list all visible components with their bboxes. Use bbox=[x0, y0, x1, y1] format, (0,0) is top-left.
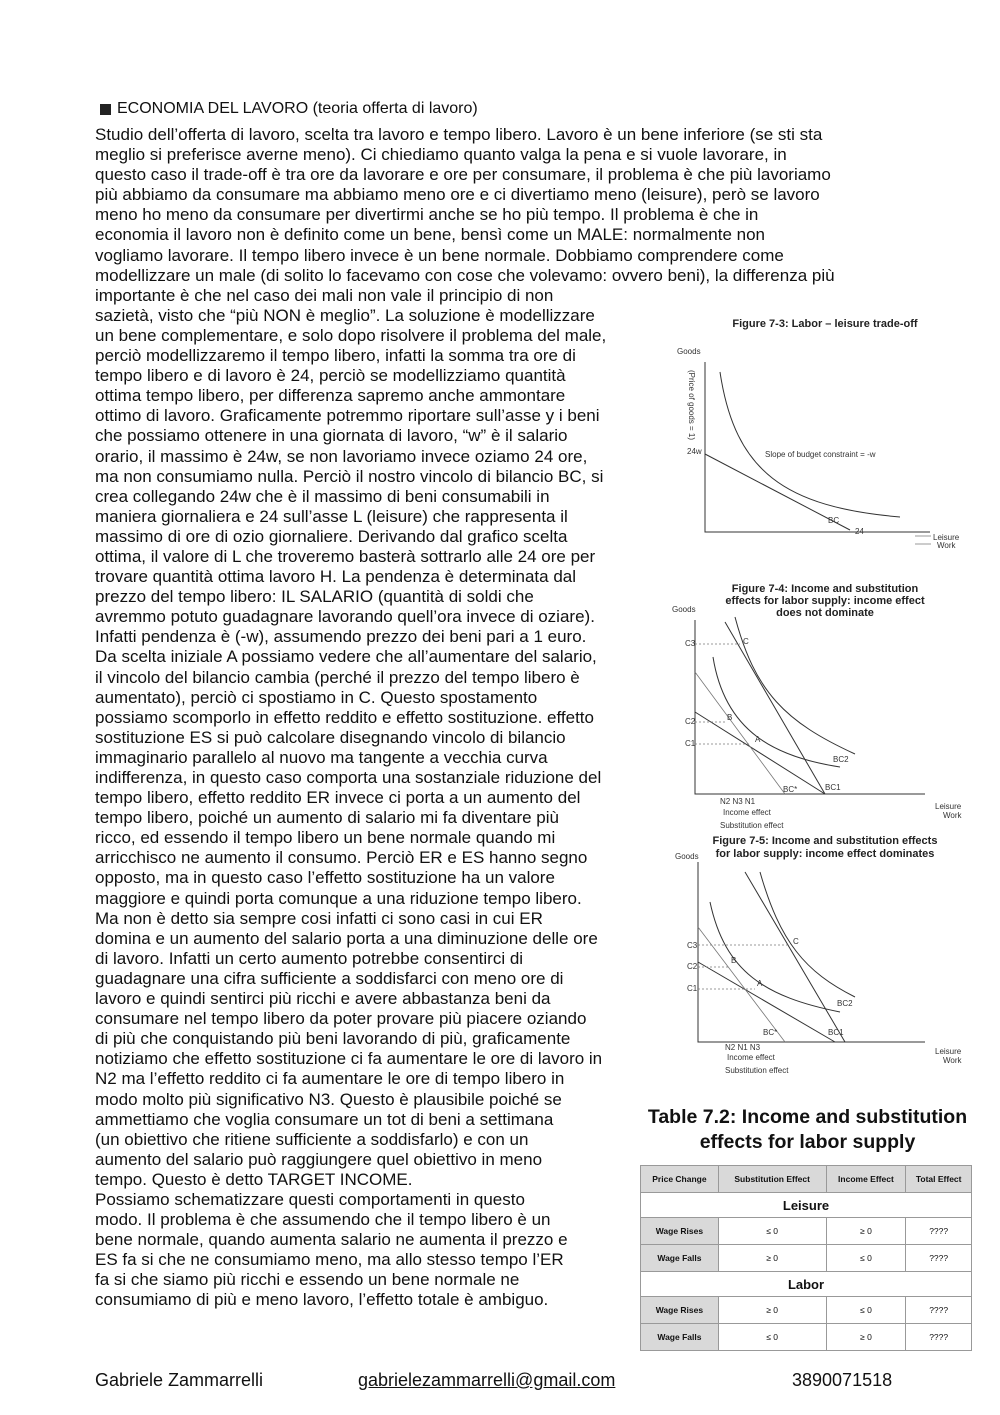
table-cell: ???? bbox=[906, 1245, 972, 1272]
table-header-cell: Substitution Effect bbox=[718, 1166, 826, 1193]
fig3-y-label: Goods bbox=[677, 347, 701, 356]
body-line: consumare nel tempo libero da poter provare più piacere oziando bbox=[95, 1009, 587, 1029]
body-line: questo caso il trade-off è tra ore da lavorare e ore per consumare, il problema è che più lavoriamo bbox=[95, 165, 831, 185]
body-line: ottima, il valore di L che troveremo basterà sottrarlo alle 24 ore per bbox=[95, 546, 596, 566]
fig5-ic-lower bbox=[710, 902, 840, 1012]
fig3-axes bbox=[705, 362, 930, 532]
body-line: avremmo potuto guadagnare lavorando quell’ora invece di oziare). bbox=[95, 607, 595, 627]
fig4-work: Work bbox=[943, 811, 962, 820]
fig4-substitution-effect: Substitution effect bbox=[720, 821, 784, 830]
table-cell: ≤ 0 bbox=[826, 1297, 906, 1324]
body-line: possiamo scomporlo in effetto reddito e effetto sostituzione. effetto bbox=[95, 707, 594, 727]
body-line: sostituzione ES si può calcolare disegnando vincolo di bilancio bbox=[95, 727, 566, 747]
body-line: di lavoro. Infatti un certo aumento potrebbe consentirci di bbox=[95, 948, 524, 968]
body-line: Studio dell’offerta di lavoro, scelta tra lavoro e tempo libero. Lavoro è un bene inferiore (se sti sta bbox=[95, 125, 823, 144]
body-line: consumiamo di più e meno lavoro, l’effetto totale è ambiguo. bbox=[95, 1290, 549, 1310]
fig3-indifference-curve bbox=[720, 372, 900, 517]
body-line: indifferenza, in questo caso comporta una sostanziale riduzione del bbox=[95, 768, 602, 787]
fig5-title-2: for labor supply: income effect dominates bbox=[715, 848, 935, 860]
table-title bbox=[635, 1105, 980, 1155]
table-cell: Wage Falls bbox=[641, 1324, 719, 1351]
fig5-leisure: Leisure bbox=[935, 1047, 962, 1056]
table-cell: Wage Rises bbox=[641, 1297, 719, 1324]
table-cell: ≥ 0 bbox=[718, 1297, 826, 1324]
figure-7-5 bbox=[665, 832, 975, 1077]
body-line: ma non consumiamo nulla. Perciò il nostro vincolo di bilancio BC, si bbox=[95, 466, 604, 486]
fig3-bc-label: BC bbox=[828, 516, 840, 525]
table-section-leisure: Leisure bbox=[641, 1193, 972, 1218]
body-line: ottimo di lavoro. Graficamente potremmo riportare sull’asse y i beni bbox=[95, 406, 600, 426]
body-line: N2 ma l’effetto reddito ci fa aumentare le ore di tempo libero in bbox=[95, 1069, 565, 1089]
body-line: ES fa si che ne consumiamo meno, ma allo stesso tempo l’ER bbox=[95, 1250, 564, 1270]
fig5-guides bbox=[698, 945, 790, 989]
fig3-y-note: (Price of goods = 1) bbox=[687, 370, 696, 441]
body-line: tempo. Questo è detto TARGET INCOME. bbox=[95, 1169, 413, 1189]
fig5-axes bbox=[698, 862, 925, 1042]
fig5-y-label: Goods bbox=[675, 852, 699, 861]
body-line: notiziamo che effetto sostituzione ci fa aumentare le ore di lavoro in bbox=[95, 1049, 603, 1069]
body-line: ricco, ed essendo il tempo libero un bene normale quando mi bbox=[95, 828, 556, 848]
body-line: modellizzare un male (di solito lo facevamo con cose che volevamo: ovvero beni), la differenza più bbox=[95, 265, 835, 285]
body-line: Possiamo schematizzare questi comportamenti in questo bbox=[95, 1189, 525, 1209]
table-cell: ≥ 0 bbox=[718, 1245, 826, 1272]
table-cell: ???? bbox=[906, 1218, 972, 1245]
body-line: ottima tempo libero, per differenza sapremo anche ammontare bbox=[95, 386, 566, 406]
fig4-y-label: Goods bbox=[672, 605, 696, 614]
fig5-bc2 bbox=[745, 872, 845, 1042]
body-line: aumentato), perciò ci spostiamo in C. Questo spostamento bbox=[95, 687, 538, 707]
body-line: perciò modellizzaremo il tempo libero, infatti la somma tra ore di bbox=[95, 346, 576, 366]
fig4-bc-star bbox=[695, 672, 785, 794]
body-line: arricchisco ne aumento il consumo. Perciò ER e ES hanno segno bbox=[95, 848, 588, 868]
table-cell: ≥ 0 bbox=[826, 1218, 906, 1245]
fig4-title-3: does not dominate bbox=[776, 607, 874, 619]
body-line: più abbiamo da consumare ma abbiamo meno ore e ci divertiamo meno (leisure), però se lavoro bbox=[95, 185, 820, 205]
fig3-leisure: Leisure bbox=[933, 533, 960, 542]
footer-phone: 3890071518 bbox=[792, 1370, 893, 1390]
fig4-point-a: A bbox=[755, 735, 761, 744]
body-line: (un obiettivo che ritiene sufficiente a soddisfarlo) e con un bbox=[95, 1129, 529, 1149]
table-cell: Wage Rises bbox=[641, 1218, 719, 1245]
body-line: che possiamo ottenere in una giornata di lavoro, “w” è il salario bbox=[95, 426, 568, 446]
body-line: Da scelta iniziale A possiamo vedere che all’aumentare del salario, bbox=[95, 647, 597, 667]
body-line: tempo libero, effetto reddito ER invece ci porta a un aumento del bbox=[95, 788, 581, 808]
fig5-n-labels: N2 N1 N3 bbox=[725, 1043, 761, 1052]
body-line: di più che conquistando più beni lavorando di più, graficamente bbox=[95, 1029, 571, 1049]
fig4-n-labels: N2 N3 N1 bbox=[720, 797, 756, 806]
fig5-bc2-label: BC2 bbox=[837, 999, 853, 1008]
fig5-c1: C1 bbox=[687, 984, 698, 993]
body-line: un bene complementare, e solo dopo risolvere il problema del male, bbox=[95, 325, 607, 345]
fig4-c1: C1 bbox=[685, 739, 696, 748]
fig5-title-1: Figure 7-5: Income and substitution effects bbox=[712, 835, 938, 847]
fig4-income-effect: Income effect bbox=[723, 808, 771, 817]
body-line: aumento del salario può raggiungere quel obiettivo in meno bbox=[95, 1149, 543, 1169]
body-line: immaginario parallelo al nuovo ma tangente a vecchia curva bbox=[95, 747, 548, 767]
body-line: meglio si preferisce averne meno). Ci chiediamo quanto valga la pena e si vuole lavorare, in bbox=[95, 145, 787, 165]
heading-text: ECONOMIA DEL LAVORO (teoria offerta di lavoro) bbox=[117, 100, 478, 117]
body-line: meno ho meno da consumare per divertirmi anche se ho più tempo. Il problema è che in bbox=[95, 205, 759, 225]
table-title-line-1: Table 7.2: Income and substitution bbox=[647, 1106, 968, 1128]
footer-name: Gabriele Zammarrelli bbox=[95, 1370, 264, 1390]
body-line: massimo di ore di ozio giornaliere. Derivando dal grafico scelta bbox=[95, 526, 568, 546]
fig4-leisure: Leisure bbox=[935, 802, 962, 811]
section-heading bbox=[100, 100, 478, 118]
body-line: ammettiamo che voglia consumare un tot di beni a settimana bbox=[95, 1109, 554, 1129]
body-line: economia il lavoro non è definito come un bene, bensì come un MALE: normalmente non bbox=[95, 225, 766, 245]
fig5-point-a: A bbox=[757, 979, 763, 988]
table-header-cell: Income Effect bbox=[826, 1166, 906, 1193]
fig4-bc1-label: BC1 bbox=[825, 783, 841, 792]
fig5-substitution-effect: Substitution effect bbox=[725, 1066, 789, 1075]
fig4-bcs-label: BC* bbox=[783, 785, 798, 794]
table-cell: Wage Falls bbox=[641, 1245, 719, 1272]
fig3-x-max: 24 bbox=[855, 527, 864, 536]
body-line: Ma non è detto sia sempre cosi infatti ci sono casi in cui ER bbox=[95, 908, 543, 928]
fig3-work: Work bbox=[937, 541, 956, 550]
body-line: maniera giornaliera e 24 sull’asse L (leisure) che rappresenta il bbox=[95, 506, 568, 526]
fig5-income-effect: Income effect bbox=[727, 1053, 775, 1062]
fig5-bc1-label: BC1 bbox=[828, 1028, 844, 1037]
table-row bbox=[641, 1324, 972, 1351]
body-line: fa si che siamo più ricchi e essendo un bene normale ne bbox=[95, 1270, 520, 1290]
table-title-line-2: effects for labor supply bbox=[699, 1131, 916, 1153]
bullet-square-icon bbox=[100, 104, 111, 115]
fig4-c3: C3 bbox=[685, 639, 696, 648]
body-line: il vincolo del bilancio cambia (perché il prezzo del tempo libero è bbox=[95, 667, 580, 687]
fig5-c2: C2 bbox=[687, 962, 698, 971]
figure-7-3 bbox=[665, 312, 965, 552]
fig4-bc2 bbox=[725, 622, 825, 794]
body-line: maggiore e quindi porta comunque a una riduzione tempo libero. bbox=[95, 888, 582, 908]
effects-table bbox=[640, 1165, 972, 1351]
body-line: sazietà, visto che “più NON è meglio”. La soluzione è modellizzare bbox=[95, 305, 595, 325]
figure-7-4 bbox=[665, 582, 975, 832]
table-cell: ???? bbox=[906, 1297, 972, 1324]
body-line: tempo libero, poiché un aumento di salario mi fa diventare più bbox=[95, 808, 559, 828]
table-row bbox=[641, 1297, 972, 1324]
fig4-c2: C2 bbox=[685, 717, 696, 726]
table-section-labor: Labor bbox=[641, 1272, 972, 1297]
body-line: bene normale, quando aumenta salario ne aumenta il prezzo e bbox=[95, 1230, 568, 1250]
fig4-bc1 bbox=[695, 712, 825, 794]
table-cell: ≤ 0 bbox=[718, 1324, 826, 1351]
fig3-intercept: 24w bbox=[687, 447, 702, 456]
table-cell: ≤ 0 bbox=[718, 1218, 826, 1245]
table-header-cell: Price Change bbox=[641, 1166, 719, 1193]
body-line: modo. Il problema è che assumendo che il tempo libero è un bbox=[95, 1210, 551, 1230]
body-line: vogliamo lavorare. Il tempo libero invece è un bene normale. Dobbiamo comprendere come bbox=[95, 245, 784, 265]
body-line: opposto, ma in questo caso l’effetto sostituzione ha un valore bbox=[95, 868, 555, 888]
fig4-ic-lower bbox=[713, 657, 840, 767]
footer-email-link[interactable]: gabrielezammarrelli@gmail.com bbox=[358, 1370, 616, 1390]
body-line: modo molto più significativo N3. Questo è plausibile poiché se bbox=[95, 1089, 562, 1109]
body-line: trovare quantità ottima lavoro H. La pendenza è determinata dal bbox=[95, 567, 577, 587]
body-line: crea collegando 24w che è il massimo di beni consumabili in bbox=[95, 486, 550, 506]
fig3-arrows bbox=[915, 536, 931, 544]
body-line: prezzo del tempo libero: IL SALARIO (quantità di soldi che bbox=[95, 587, 534, 607]
fig5-bcs-label: BC* bbox=[763, 1028, 778, 1037]
fig5-c3: C3 bbox=[687, 941, 698, 950]
table-cell: ≥ 0 bbox=[826, 1324, 906, 1351]
fig4-title-1: Figure 7-4: Income and substitution bbox=[731, 583, 919, 595]
fig5-point-b: B bbox=[731, 956, 737, 965]
table-row bbox=[641, 1245, 972, 1272]
fig5-bc-star bbox=[698, 927, 785, 1042]
table-cell: ≤ 0 bbox=[826, 1245, 906, 1272]
table-cell: ???? bbox=[906, 1324, 972, 1351]
body-line: domina e un aumento del salario porta a una diminuzione delle ore bbox=[95, 928, 598, 948]
body-line: importante è che nel caso dei mali non vale il principio di non bbox=[95, 285, 554, 305]
fig4-title-2: effects for labor supply: income effect bbox=[725, 595, 925, 607]
body-line: tempo libero e di lavoro è 24, perciò se modellizziamo quantità bbox=[95, 366, 566, 386]
fig3-title: Figure 7-3: Labor – leisure trade-off bbox=[732, 318, 918, 330]
body-line: Infatti pendenza è (-w), assumendo prezzo dei beni pari a 1 euro. bbox=[95, 627, 587, 647]
fig4-point-c: C bbox=[743, 637, 749, 646]
body-line: guadagnare una cifra sufficiente a soddisfarci con meno ore di bbox=[95, 968, 564, 988]
table-header-row bbox=[641, 1166, 972, 1193]
table-row bbox=[641, 1218, 972, 1245]
fig5-point-c: C bbox=[793, 937, 799, 946]
fig5-work: Work bbox=[943, 1056, 962, 1065]
fig3-slope-label: Slope of budget constraint = -w bbox=[765, 450, 876, 459]
body-line: orario, il massimo è 24w, se non lavoriamo invece oziamo 24 ore, bbox=[95, 446, 588, 466]
fig4-point-b: B bbox=[727, 713, 733, 722]
table-header-cell: Total Effect bbox=[906, 1166, 972, 1193]
body-line: lavoro e quindi sentirci più ricchi e avere abbastanza beni da bbox=[95, 989, 551, 1009]
fig4-bc2-label: BC2 bbox=[833, 755, 849, 764]
